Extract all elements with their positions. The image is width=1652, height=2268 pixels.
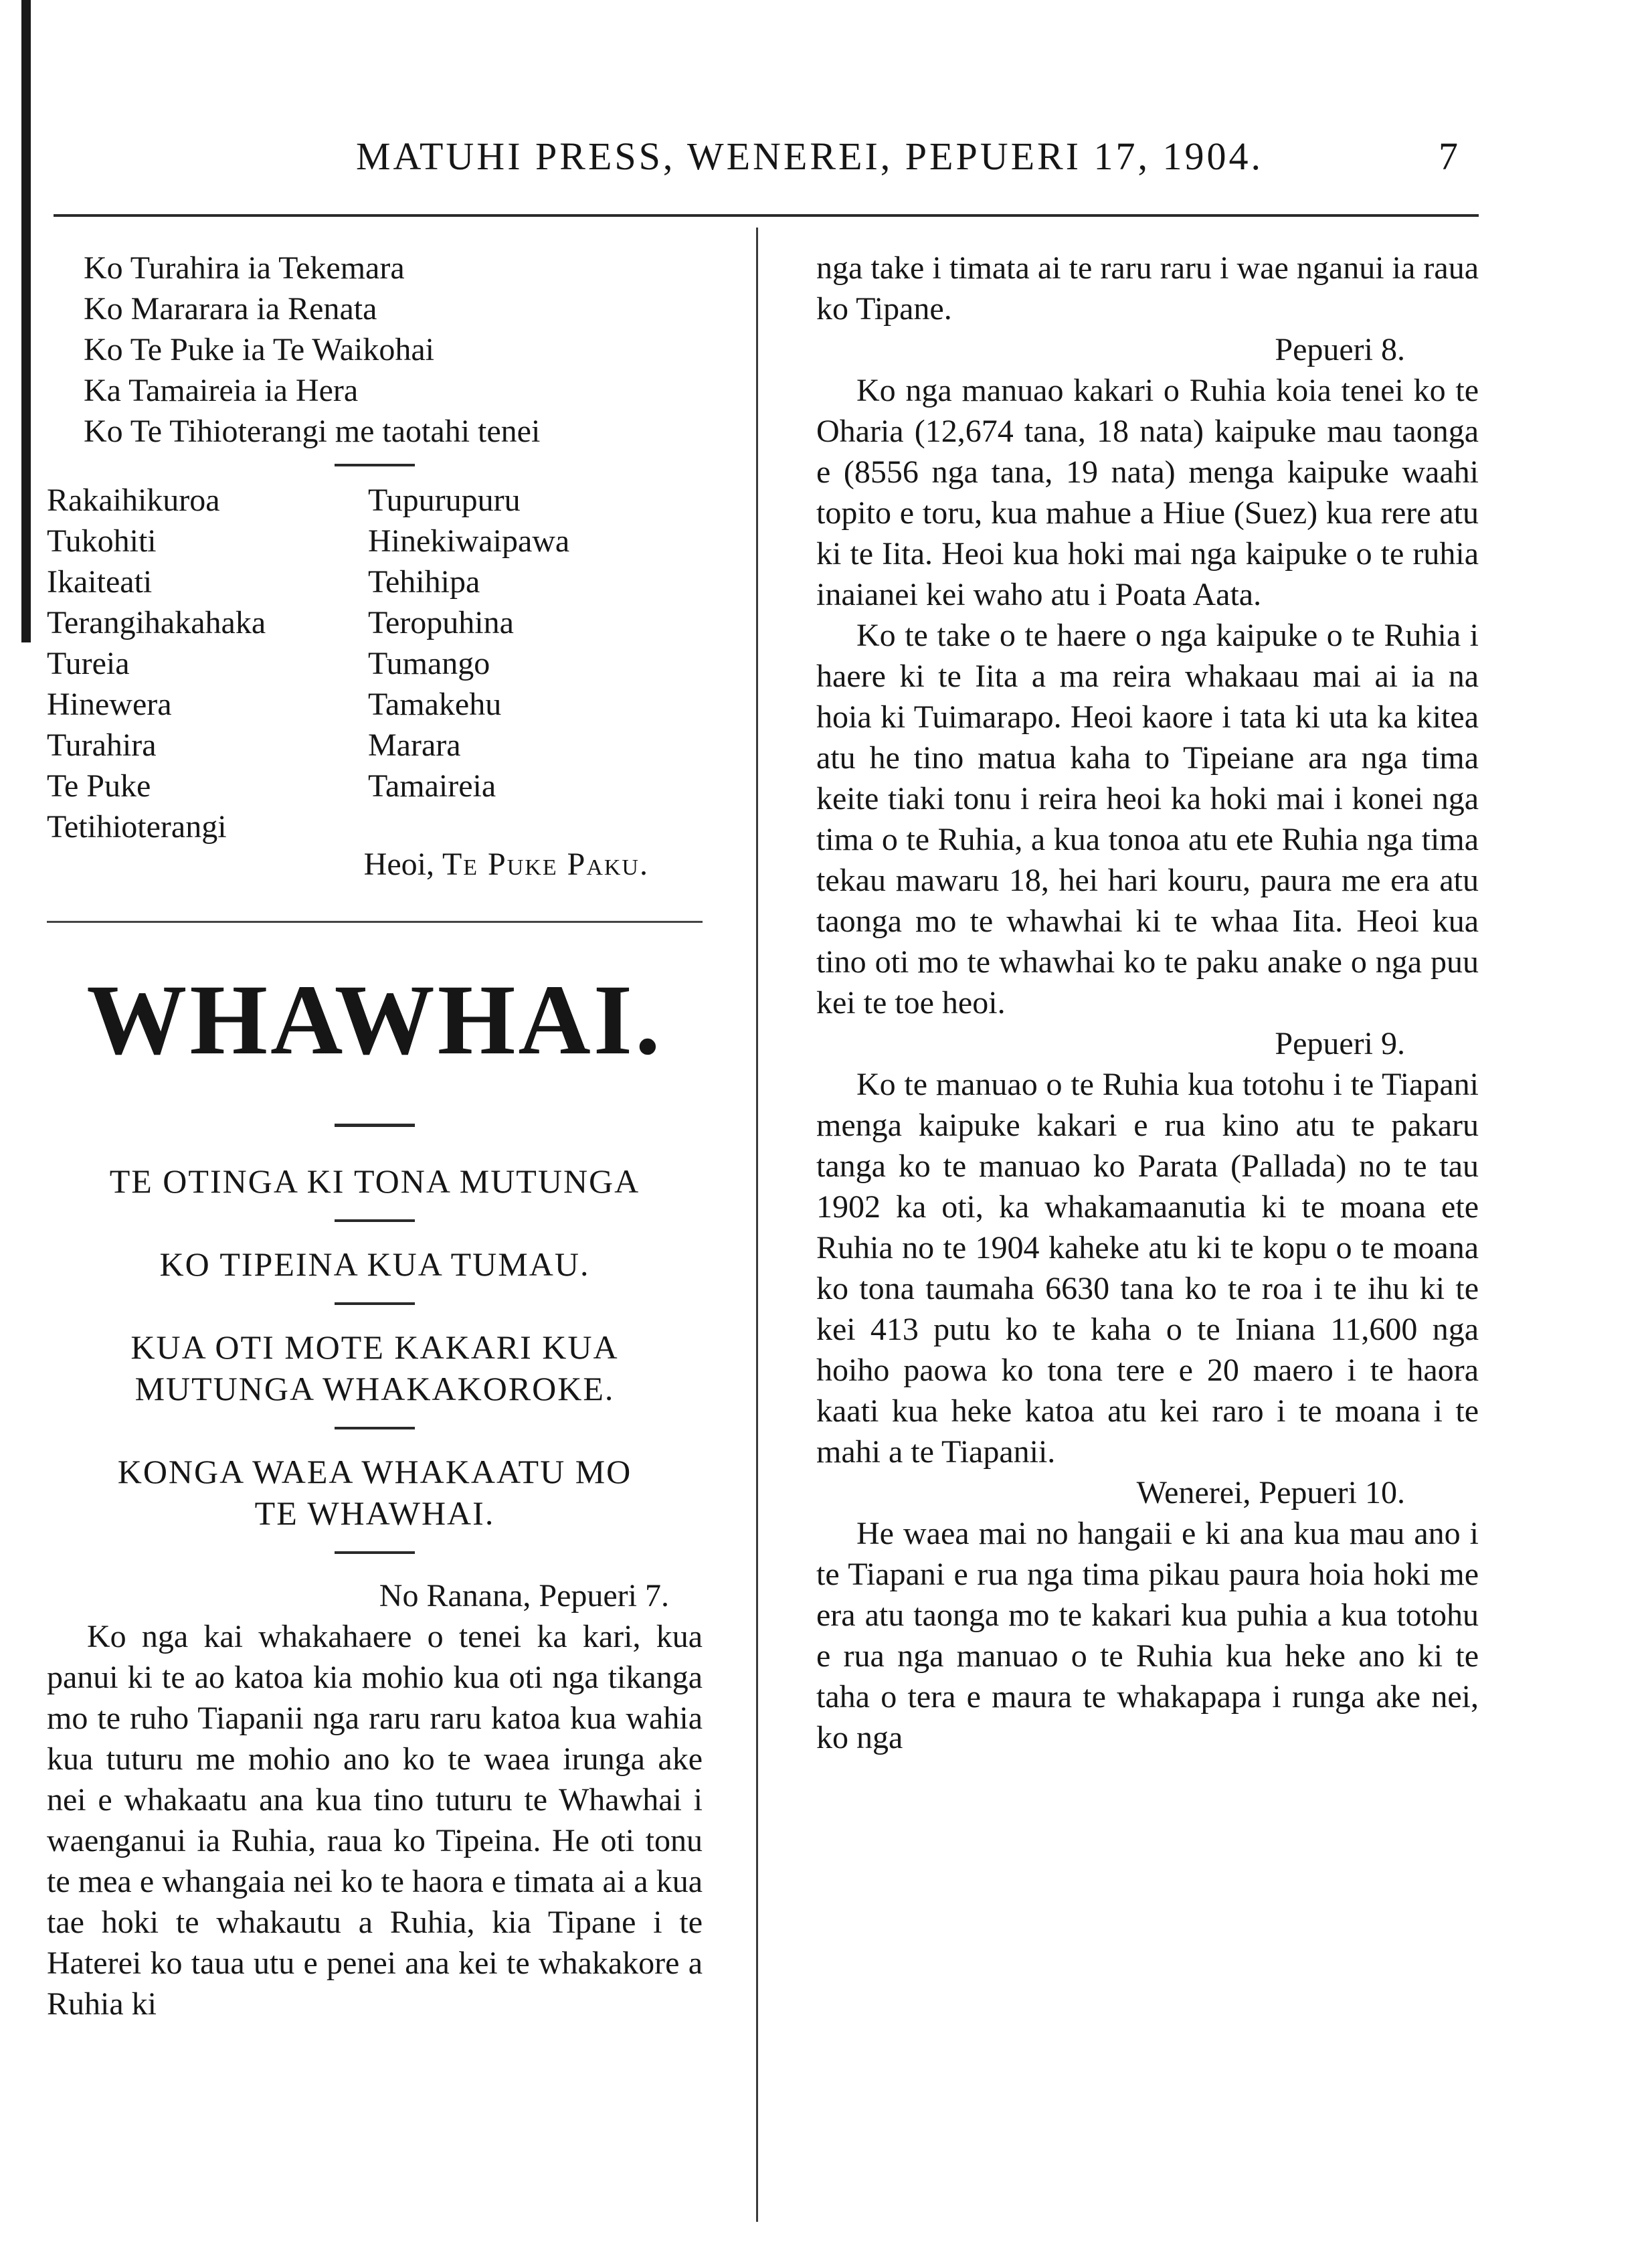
list-line: Ko Te Puke ia Te Waikohai <box>84 332 434 367</box>
page-edge-rule <box>21 0 31 642</box>
names-column-2 <box>368 480 676 806</box>
section-divider <box>47 921 703 923</box>
headline-line: TE WHAWHAI. <box>254 1494 495 1532</box>
name-item: Tamakehu <box>368 687 502 722</box>
headline <box>47 1451 703 1534</box>
running-header: MATUHI PRESS, WENEREI, PEPUERI 17, 1904. <box>355 135 1264 178</box>
list-line: Ko Turahira ia Tekemara <box>84 250 405 286</box>
name-item: Tamaireia <box>368 768 496 804</box>
name-item: Rakaihikuroa <box>47 483 220 518</box>
dateline: Pepueri 8. <box>1275 332 1405 367</box>
header-rule <box>54 214 1479 217</box>
name-item: Tumango <box>368 646 490 681</box>
section-rule <box>335 464 415 466</box>
article-paragraph: He waea mai no hangaii e ki ana kua mau ano i te Tiapani e rua nga tima pikau paura hoia hoki me era atu taonga mo te kakari kua puhia a kua totohu e rua nga manuao o te Ruhia kua heke ano ki te taha o tera e maura te whakapapa i runga ake nei, ko nga <box>816 1516 1479 1755</box>
section-title: WHAWHAI. <box>86 964 663 1075</box>
name-item: Hinewera <box>47 687 172 722</box>
name-item: Turahira <box>47 727 157 763</box>
name-item: Te Puke <box>47 768 151 804</box>
headline-rule <box>335 1302 415 1305</box>
article-paragraph: Ko nga kai whakahaere o tenei ka kari, kua panui ki te ao katoa kia mohio kua oti nga tikanga mo te ruho Tiapanii nga raru raru katoa kua wahia kua tuturu me mohio ano ko te waea irunga ake nei e whakaatu ana kua tino tuturu te Whawhai i waenganui ia Ruhia, raua ko Tipeina. He oti tonu te mea e whangaia nei ko te haora e timata ai a kua tae hoki te whakautu a Ruhia, kia Tipane i te Haterei ko taua utu e penei ana kei te whakakore a Ruhia ki <box>47 1619 703 2022</box>
headline-line: KONGA WAEA WHAKAATU MO <box>117 1453 632 1490</box>
list-line: Ko Mararara ia Renata <box>84 291 377 327</box>
name-item: Hinekiwaipawa <box>368 523 570 559</box>
page-header <box>0 134 1652 187</box>
name-item: Terangihakahaka <box>47 605 266 640</box>
name-pairs-list <box>47 248 703 452</box>
names-table <box>47 480 703 845</box>
article-paragraph: nga take i timata ai te raru raru i wae nganui ia raua ko Tipane. <box>816 250 1479 327</box>
list-line: Ko Te Tihioterangi me taotahi tenei <box>84 414 541 449</box>
right-column <box>816 248 1479 1758</box>
article-paragraph: Ko te manuao o te Ruhia kua totohu i te Tiapani menga kaipuke kakari e rua kino atu te pakaru tanga ko te manuao ko Parata (Pallada) no te tau 1902 ka oti, ka whakamaanutia ki te moana ete Ruhia no te 1904 kaheke atu ki te kopu o te moana ko tona taumaha 6630 tana ko te roa i te ihu ki te kei 413 putu ko te kaha o te Iniana 11,600 nga hoiho paowa ko tona tere e 20 maero i te haora kaati kua heke katoa atu kei raro i te moana i te mahi a te Tiapanii. <box>816 1067 1479 1470</box>
name-item: Tehihipa <box>368 564 480 600</box>
headline-rule <box>335 1551 415 1554</box>
name-item: Teropuhina <box>368 605 514 640</box>
page-number: 7 <box>1439 135 1458 178</box>
title-rule <box>335 1124 415 1127</box>
name-item: Marara <box>368 727 461 763</box>
signoff <box>47 844 703 885</box>
headline: KO TIPEINA KUA TUMAU. <box>159 1245 590 1283</box>
headline: TE OTINGA KI TONA MUTUNGA <box>109 1162 640 1200</box>
article-paragraph: Ko nga manuao kakari o Ruhia koia tenei ko te Oharia (12,674 tana, 18 nata) kaipuke mau taonga e (8556 nga tana, 19 nata) menga kaipuke waahi topito e toru, kua mahue a Hiue (Suez) kua rere atu ki te Iita. Heoi kua hoki mai nga kaipuke o te ruhia inaianei kei waho atu i Poata Aata. <box>816 373 1479 612</box>
list-line: Ka Tamaireia ia Hera <box>84 373 359 408</box>
name-item: Tukohiti <box>47 523 157 559</box>
headline-rule <box>335 1427 415 1429</box>
name-item: Tureia <box>47 646 130 681</box>
left-column <box>47 248 703 2024</box>
column-divider <box>756 228 758 2222</box>
signoff-author: Te Puke Paku. <box>442 847 649 882</box>
dateline: No Ranana, Pepueri 7. <box>379 1578 669 1613</box>
article-paragraph: Ko te take o te haere o nga kaipuke o te Ruhia i haere ki te Iita a ma reira whakaau mai ai ia na hoia ki Tuimarapo. Heoi kaore i tata ki uta ka kitea atu he tino matua kaha to Tipeiane ara nga tima keite tiaki tonu i reira heoi ka hoki mai i konei nga tima o te Ruhia, a kua tonoa atu ete Ruhia nga tima tekau mawaru 18, hei hari kouru, paura me era atu taonga mo te whawhai ki te whaa Iita. Heoi kua tino oti mo te whawhai ko te paku anake o nga puu kei te toe heoi. <box>816 618 1479 1021</box>
headline <box>47 1326 703 1409</box>
dateline: Pepueri 9. <box>1275 1026 1405 1061</box>
headline-line: KUA OTI MOTE KAKARI KUA <box>130 1328 619 1366</box>
name-item: Tupurupuru <box>368 483 521 518</box>
name-item: Ikaiteati <box>47 564 153 600</box>
headline-rule <box>335 1219 415 1222</box>
headline-line: MUTUNGA WHAKAKOROKE. <box>134 1370 615 1407</box>
name-item: Tetihioterangi <box>47 809 227 845</box>
signoff-prefix: Heoi, <box>363 847 442 882</box>
names-column-1 <box>47 480 355 847</box>
dateline: Wenerei, Pepueri 10. <box>1136 1475 1405 1510</box>
